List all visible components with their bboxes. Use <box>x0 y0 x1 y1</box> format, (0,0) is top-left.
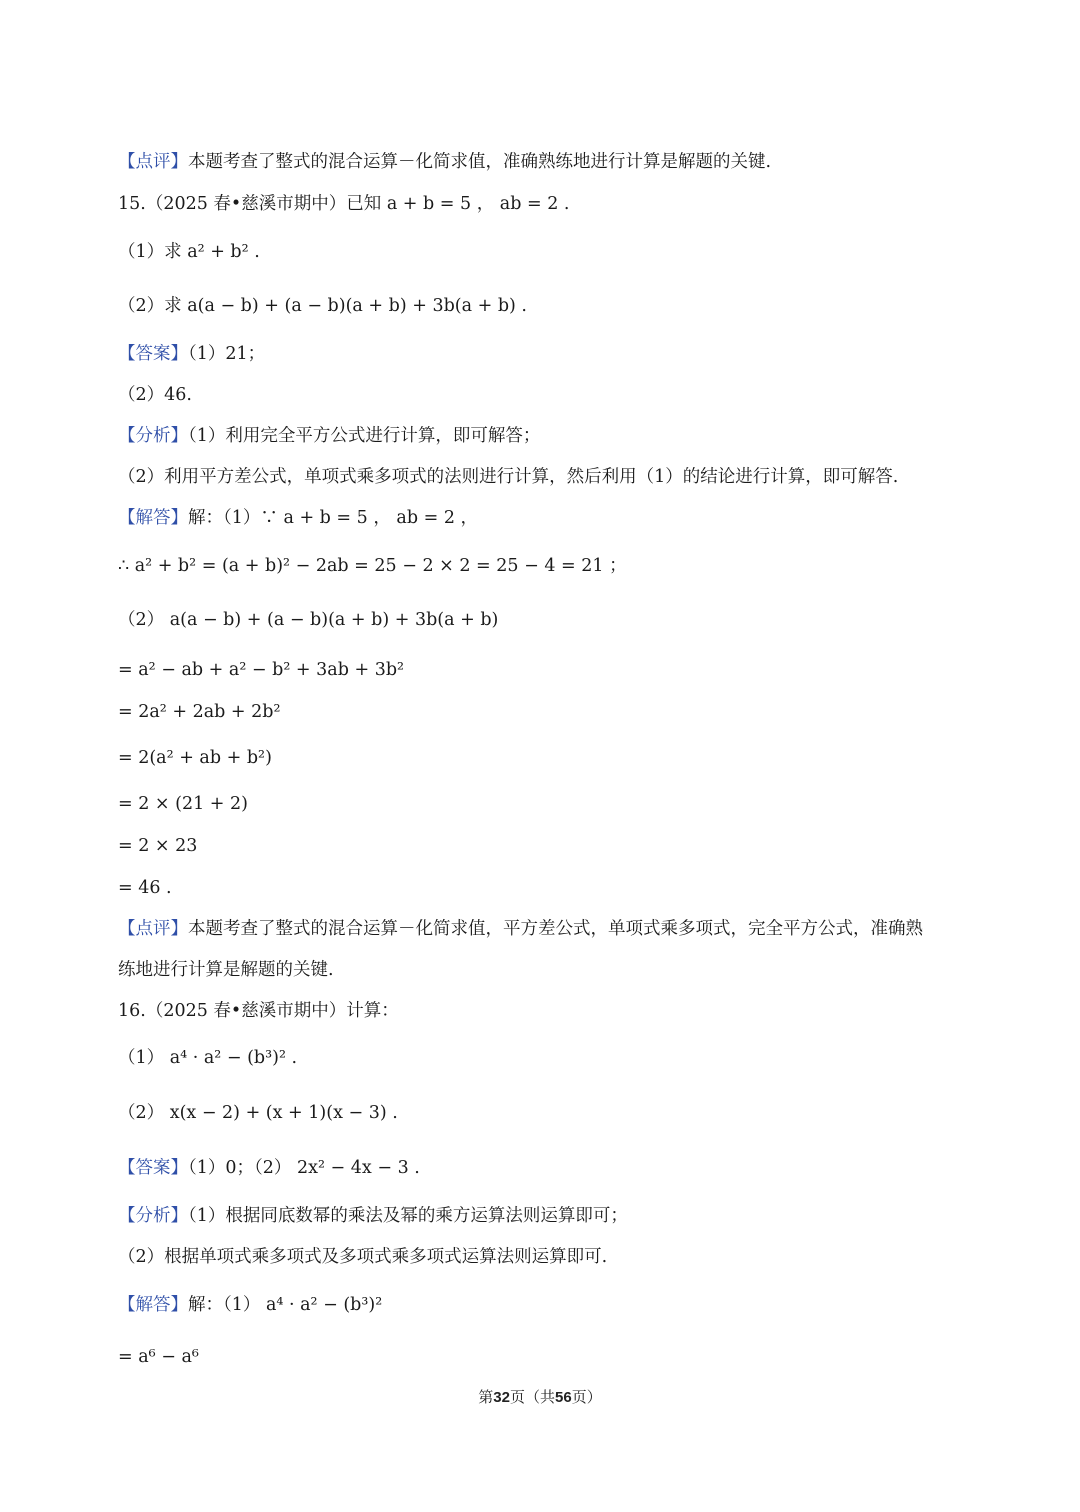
answer-tag: 【答案】 <box>118 1158 188 1178</box>
line-19 <box>118 999 970 1023</box>
footer-page-number: 32 <box>493 1389 510 1406</box>
line-8 <box>118 506 970 530</box>
line-22 <box>118 1156 970 1180</box>
solution-tag: 【解答】 <box>118 508 188 528</box>
line-12 <box>118 700 970 724</box>
footer-suffix: 页） <box>571 1388 602 1406</box>
line-text: （2） x(x − 2) + (x + 1)(x − 3) . <box>118 1103 398 1123</box>
line-0 <box>118 150 970 174</box>
line-text: （2）46. <box>118 385 192 405</box>
footer-total-pages: 56 <box>555 1389 572 1406</box>
line-11 <box>118 658 970 682</box>
line-text: （2）求 a(a − b) + (a − b)(a + b) + 3b(a + b) . <box>118 296 527 316</box>
line-1 <box>118 192 970 216</box>
line-text: 练地进行计算是解题的关键. <box>118 960 334 980</box>
line-26 <box>118 1345 970 1369</box>
answer-tag: 【答案】 <box>118 344 188 364</box>
line-text: = 2a² + 2ab + 2b² <box>118 702 281 722</box>
line-20 <box>118 1046 970 1070</box>
line-3 <box>118 294 970 318</box>
line-text: （1）21； <box>188 344 266 364</box>
line-text: = a⁶ − a⁶ <box>118 1347 199 1367</box>
line-7 <box>118 465 970 489</box>
line-text: （1）0；（2） 2x² − 4x − 3 . <box>188 1158 420 1178</box>
line-21 <box>118 1101 970 1125</box>
line-text: 解：（1） a⁴ · a² − (b³)² <box>188 1295 383 1315</box>
comment-tag: 【点评】 <box>118 919 188 939</box>
question-15-title: 15.（2025 春•慈溪市期中）已知 a + b = 5 ， ab = 2 . <box>118 194 570 214</box>
line-text: 解：（1）∵ a + b = 5 ， ab = 2 ， <box>188 508 479 528</box>
line-text: （2） a(a − b) + (a − b)(a + b) + 3b(a + b) <box>118 610 499 630</box>
footer-middle: 页（共 <box>509 1388 555 1406</box>
line-13 <box>118 746 970 770</box>
footer-prefix: 第 <box>478 1388 494 1406</box>
line-4 <box>118 342 970 366</box>
line-16 <box>118 876 970 900</box>
line-text: ∴ a² + b² = (a + b)² − 2ab = 25 − 2 × 2 = 25 − 4 = 21 ； <box>118 556 627 576</box>
line-text: （1）利用完全平方公式进行计算，即可解答； <box>188 426 541 446</box>
question-16-title: 16.（2025 春•慈溪市期中）计算： <box>118 1001 399 1021</box>
line-5 <box>118 383 970 407</box>
line-text: = 46 . <box>118 878 172 898</box>
page-footer <box>0 1386 1080 1407</box>
solution-tag: 【解答】 <box>118 1295 188 1315</box>
line-text: = 2 × (21 + 2) <box>118 794 248 814</box>
line-14 <box>118 792 970 816</box>
line-6 <box>118 424 970 448</box>
line-text: （1）根据同底数幂的乘法及幂的乘方运算法则运算即可； <box>188 1206 628 1226</box>
comment-tag: 【点评】 <box>118 152 188 172</box>
line-text: = 2(a² + ab + b²) <box>118 748 272 768</box>
line-text: 本题考查了整式的混合运算－化简求值，准确熟练地进行计算是解题的关键. <box>188 152 772 172</box>
line-text: （1） a⁴ · a² − (b³)² . <box>118 1048 298 1068</box>
line-text: （2）根据单项式乘多项式及多项式乘多项式运算法则运算即可. <box>118 1247 608 1267</box>
line-2 <box>118 240 970 264</box>
line-17 <box>118 917 970 941</box>
line-24 <box>118 1245 970 1269</box>
analysis-tag: 【分析】 <box>118 1206 188 1226</box>
line-text: （2）利用平方差公式，单项式乘多项式的法则进行计算，然后利用（1）的结论进行计算，即可解答. <box>118 467 899 487</box>
line-text: （1）求 a² + b² . <box>118 242 260 262</box>
line-15 <box>118 834 970 858</box>
line-10 <box>118 608 970 632</box>
line-text: = a² − ab + a² − b² + 3ab + 3b² <box>118 660 405 680</box>
line-9 <box>118 554 970 578</box>
line-18 <box>118 958 970 982</box>
line-25 <box>118 1293 970 1317</box>
line-text: 本题考查了整式的混合运算－化简求值，平方差公式，单项式乘多项式，完全平方公式，准确熟 <box>188 919 923 939</box>
line-23 <box>118 1204 970 1228</box>
analysis-tag: 【分析】 <box>118 426 188 446</box>
line-text: = 2 × 23 <box>118 836 198 856</box>
